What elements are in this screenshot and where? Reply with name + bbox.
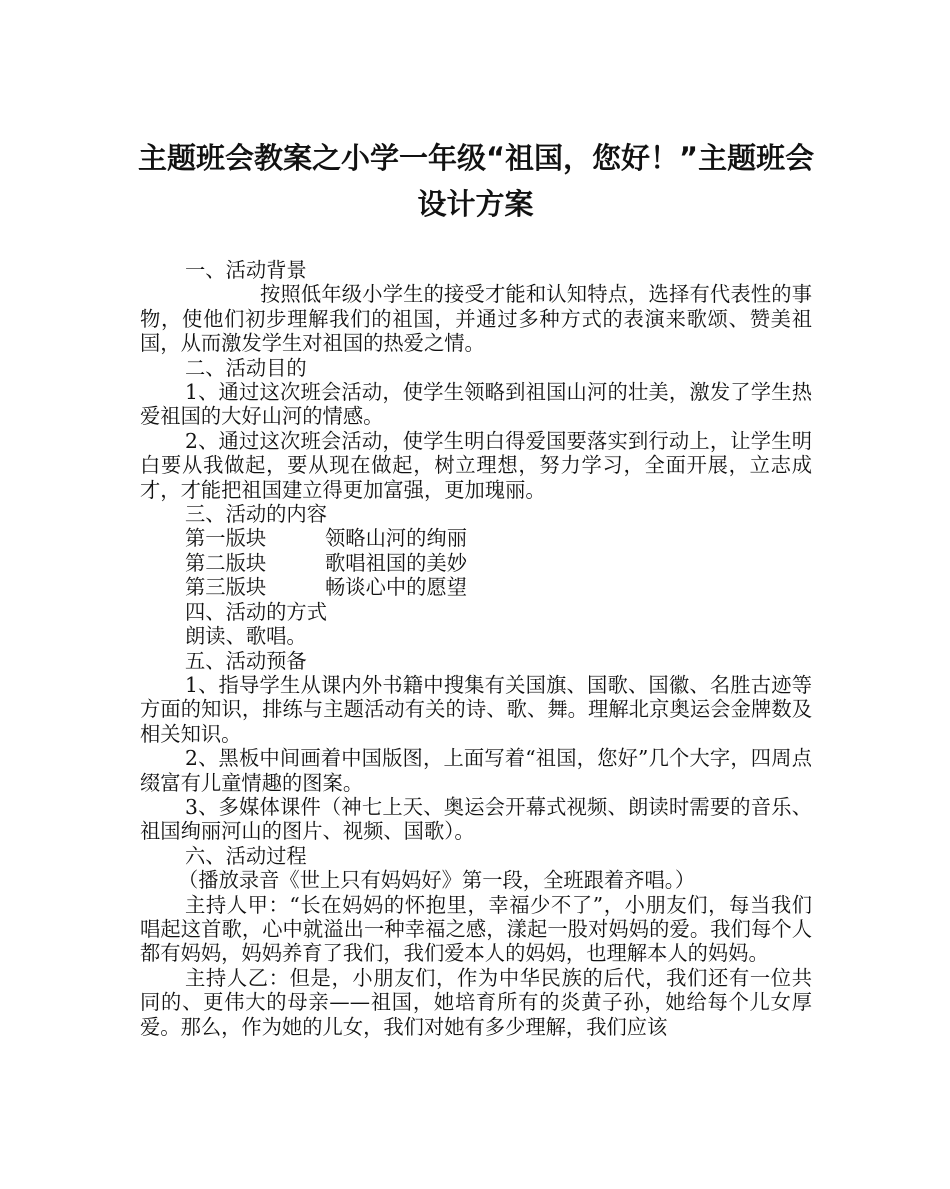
section-heading-content: 三、活动的内容 <box>185 502 327 527</box>
content-block-row <box>140 575 812 599</box>
paragraph-host-a: 主持人甲：“长在妈妈的怀抱里，幸福少不了”，小朋友们，每当我们唱起这首歌，心中就溢出一种幸福之感，漾起一股对妈妈的爱。我们每个人都有妈妈，妈妈养育了我们，我们爱本人的妈妈，也理解本人的妈妈。 <box>140 892 812 966</box>
section-heading-process: 六、活动过程 <box>185 843 307 868</box>
content-block-label: 第三版块 <box>185 575 267 600</box>
document-title-line2: 设计方案 <box>417 187 534 221</box>
content-block-desc: 畅谈心中的愿望 <box>325 575 467 600</box>
content-block-desc: 歌唱祖国的美妙 <box>325 550 467 575</box>
content-block-label: 第一版块 <box>185 526 267 551</box>
paragraph-preparation-1: 1、指导学生从课内外书籍中搜集有关国旗、国歌、国徽、名胜古迹等方面的知识，排练与主题活动有关的诗、歌、舞。理解北京奥运会金牌数及相关知识。 <box>140 672 812 746</box>
content-block-desc: 领略山河的绚丽 <box>325 526 467 551</box>
paragraph-background: 按照低年级小学生的接受才能和认知特点，选择有代表性的事物，使他们初步理解我们的祖国，并通过多种方式的表演来歌颂、赞美祖国，从而激发学生对祖国的热爱之情。 <box>140 282 812 356</box>
section-heading-preparation: 五、活动预备 <box>185 648 307 673</box>
section-heading-background: 一、活动背景 <box>185 258 307 282</box>
content-block-row <box>140 526 812 550</box>
paragraph-process-stage-direction: （播放录音《世上只有妈妈好》第一段，全班跟着齐唱。） <box>178 868 696 893</box>
paragraph-preparation-3: 3、多媒体课件（神七上天、奥运会开幕式视频、朗读时需要的音乐、祖国绚丽河山的图片、视频、国歌）。 <box>140 794 812 844</box>
paragraph-purpose-1: 1、通过这次班会活动，使学生领略到祖国山河的壮美，激发了学生热爱祖国的大好山河的情感。 <box>140 380 812 429</box>
paragraph-preparation-2: 2、黑板中间画着中国版图，上面写着“祖国，您好”几个大字，四周点缀富有儿童情趣的图案。 <box>140 746 812 795</box>
section-heading-method: 四、活动的方式 <box>185 599 327 624</box>
paragraph-method: 朗读、歌唱。 <box>185 624 307 649</box>
paragraph-purpose-2: 2、通过这次班会活动，使学生明白得爱国要落实到行动上，让学生明白要从我做起，要从现在做起，树立理想，努力学习，全面开展，立志成才，才能把祖国建立得更加富强，更加瑰丽。 <box>140 428 812 502</box>
section-heading-purpose: 二、活动目的 <box>185 355 307 380</box>
document-title-line1: 主题班会教案之小学一年级“祖国，您好！”主题班会 <box>138 141 815 175</box>
content-block-label: 第二版块 <box>185 550 267 575</box>
document-body <box>140 258 812 1039</box>
paragraph-host-b: 主持人乙：但是，小朋友们，作为中华民族的后代，我们还有一位共同的、更伟大的母亲——祖国，她培育所有的炎黄子孙，她给每个儿女厚爱。那么，作为她的儿女，我们对她有多少理解，我们应该 <box>140 965 812 1039</box>
content-block-row <box>140 551 812 575</box>
